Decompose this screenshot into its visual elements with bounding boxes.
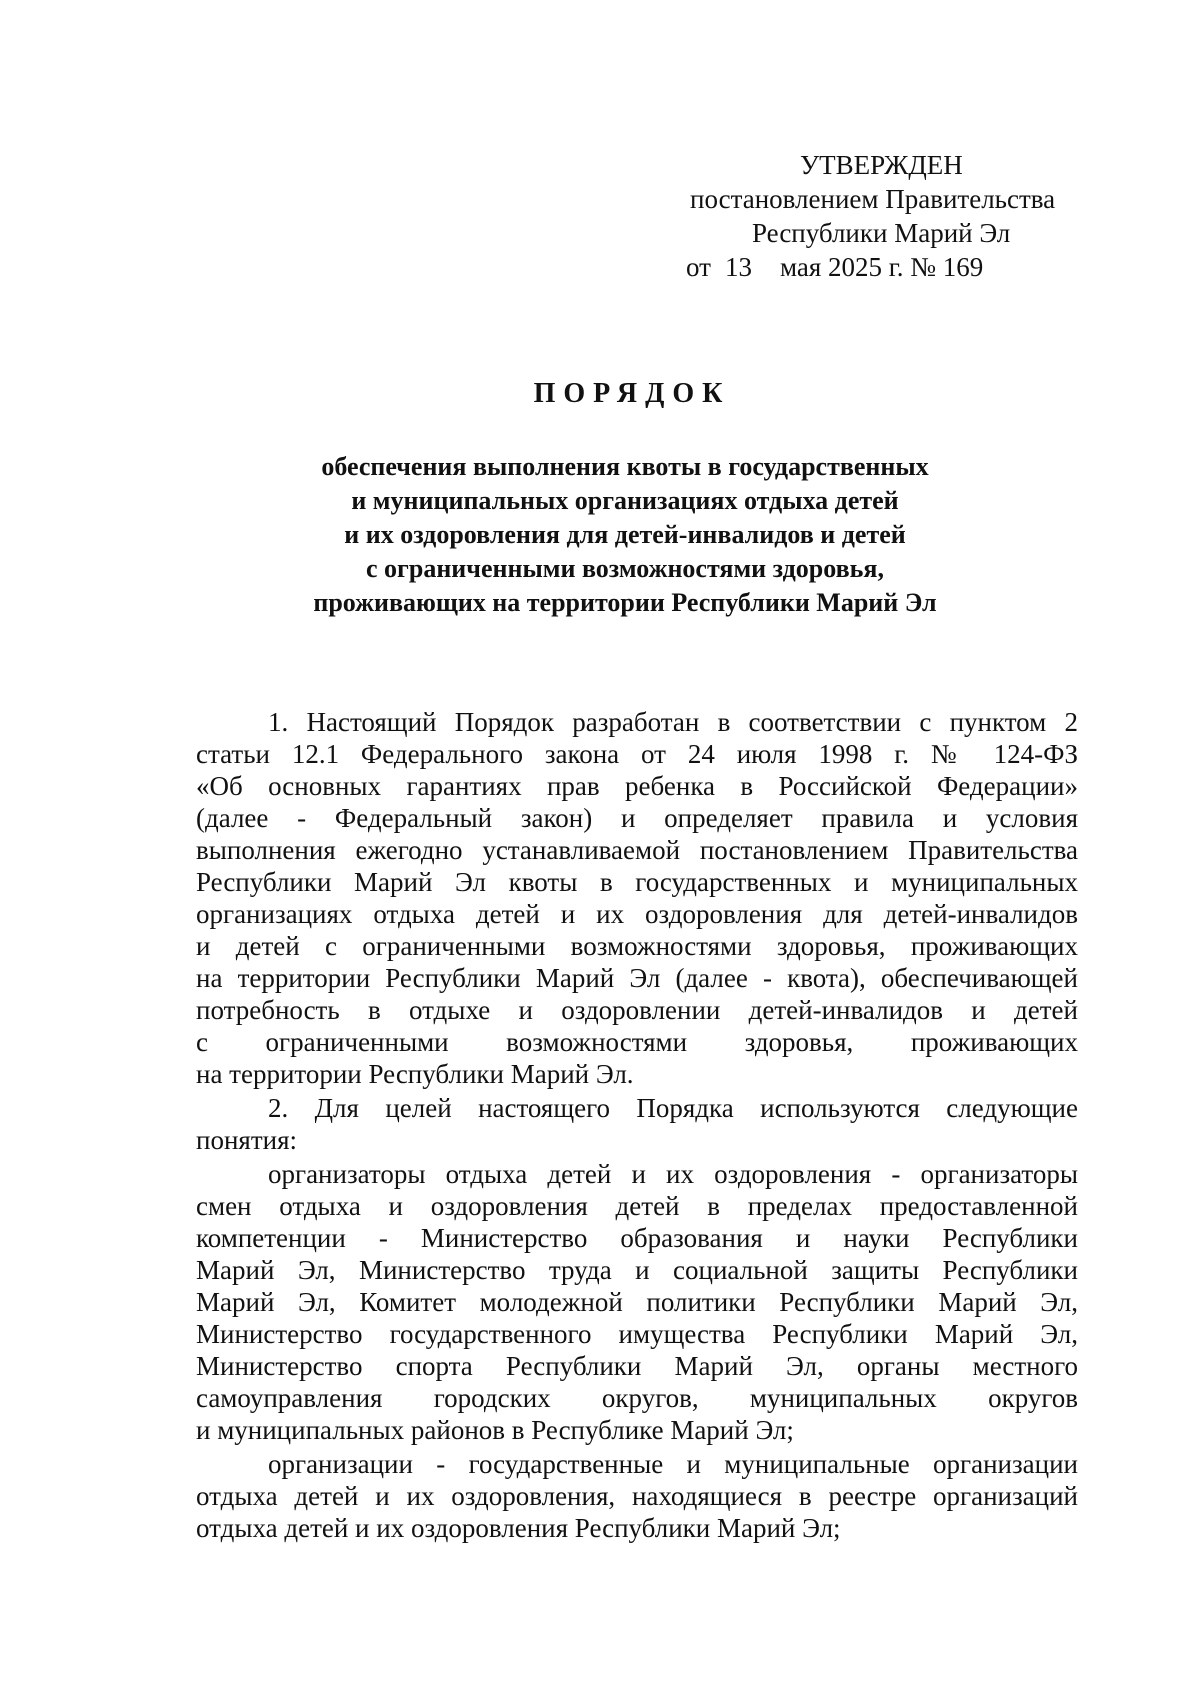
paragraph-line: на территории Республики Марий Эл.	[196, 1059, 634, 1089]
approval-date	[686, 250, 1110, 284]
paragraph-line: компетенции - Министерство образования и науки Республики	[196, 1223, 1078, 1253]
paragraph-line: 1. Настоящий Порядок разработан в соответствии с пунктом 2	[268, 707, 1078, 737]
paragraph-line: Марий Эл, Министерство труда и социальной защиты Республики	[196, 1255, 1078, 1285]
approval-stamp	[686, 148, 1110, 284]
paragraph-line: и детей с ограниченными возможностями здоровья, проживающих	[196, 931, 1078, 961]
paragraph-line: самоуправления городских округов, муниципальных округов	[196, 1383, 1078, 1413]
subtitle-line: проживающих на территории Республики Марий Эл	[313, 588, 937, 617]
paragraph-line: на территории Республики Марий Эл (далее - квота), обеспечивающей	[196, 963, 1078, 993]
paragraph-line: отдыха детей и их оздоровления, находящиеся в реестре организаций	[196, 1481, 1078, 1511]
paragraph-line: организациях отдыха детей и их оздоровления для детей-инвалидов	[196, 899, 1078, 929]
paragraph-line: и муниципальных районов в Республике Марий Эл;	[196, 1415, 794, 1445]
paragraph-1	[196, 706, 1078, 1090]
paragraph-line: с ограниченными возможностями здоровья, проживающих	[196, 1027, 1078, 1057]
subtitle-line: обеспечения выполнения квоты в государственных	[321, 452, 929, 481]
paragraph-line: выполнения ежегодно устанавливаемой постановлением Правительства	[196, 835, 1078, 865]
paragraph-line: Марий Эл, Комитет молодежной политики Республики Марий Эл,	[196, 1287, 1078, 1317]
paragraph-line: организации - государственные и муниципальные организации	[268, 1449, 1078, 1479]
approval-date-rest: мая 2025 г. № 169	[779, 252, 984, 282]
paragraph-line: статьи 12.1 Федерального закона от 24 июля 1998 г. № 124-ФЗ	[196, 739, 1078, 769]
approval-date-prefix: от	[686, 252, 711, 282]
approval-authority: постановлением Правительства	[690, 184, 1056, 214]
approval-republic: Республики Марий Эл	[752, 218, 1011, 248]
paragraph-line: понятия:	[196, 1125, 297, 1155]
paragraph-line: 2. Для целей настоящего Порядка используются следующие	[268, 1093, 1078, 1123]
document-body	[196, 706, 1078, 1546]
paragraph-line: отдыха детей и их оздоровления Республики Марий Эл;	[196, 1513, 841, 1543]
paragraph-line: «Об основных гарантиях прав ребенка в Российской Федерации»	[196, 771, 1078, 801]
subtitle-line: и муниципальных организациях отдыха детей	[351, 486, 899, 515]
paragraph-3	[196, 1158, 1078, 1446]
paragraph-line: смен отдыха и оздоровления детей в пределах предоставленной	[196, 1191, 1078, 1221]
paragraph-line: (далее - Федеральный закон) и определяет правила и условия	[196, 803, 1078, 833]
subtitle-line: с ограниченными возможностями здоровья,	[366, 554, 884, 583]
paragraph-2	[196, 1092, 1078, 1156]
approval-date-day: 13	[724, 252, 752, 282]
subtitle-line: и их оздоровления для детей-инвалидов и детей	[344, 520, 906, 549]
paragraph-line: Республики Марий Эл квоты в государственных и муниципальных	[196, 867, 1078, 897]
paragraph-line: Министерство государственного имущества Республики Марий Эл,	[196, 1319, 1078, 1349]
document-title: ПОРЯДОК	[533, 378, 731, 409]
document-subtitle	[200, 450, 1050, 620]
approval-status: УТВЕРЖДЕН	[800, 150, 963, 180]
paragraph-4	[196, 1448, 1078, 1544]
paragraph-line: организаторы отдыха детей и их оздоровления - организаторы	[268, 1159, 1078, 1189]
paragraph-line: Министерство спорта Республики Марий Эл, органы местного	[196, 1351, 1078, 1381]
paragraph-line: потребность в отдыхе и оздоровлении детей-инвалидов и детей	[196, 995, 1078, 1025]
